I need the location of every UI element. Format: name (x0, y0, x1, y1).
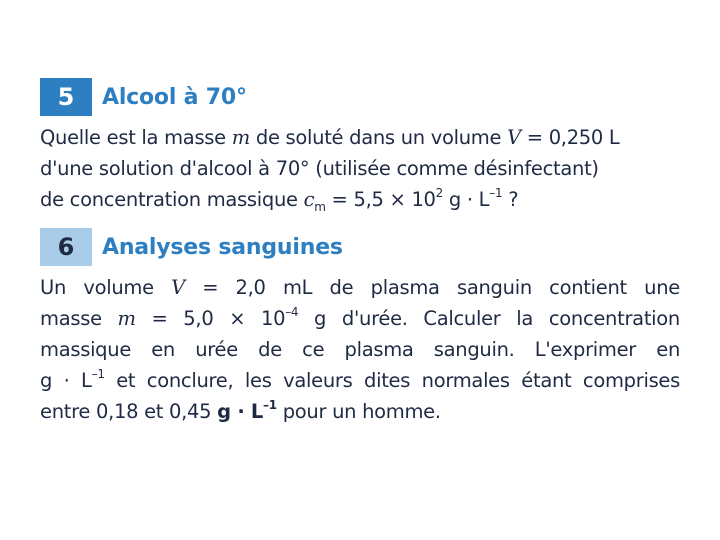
exercise-number: 6 (40, 228, 92, 266)
exercise-text (40, 272, 680, 427)
text-line: d'une solution d'alcool à 70° (utilisée comme désinfectant) (40, 157, 599, 180)
exercise-header (40, 228, 680, 266)
text-line (40, 303, 680, 334)
text-span: Un volume (40, 276, 172, 299)
exercise-6 (40, 228, 680, 427)
exercise-number: 5 (40, 78, 92, 116)
math-variable: V (507, 126, 521, 149)
math-variable: m (117, 307, 136, 330)
text-line (40, 272, 680, 303)
math-variable: m (231, 126, 250, 149)
text-span: pour un homme. (276, 400, 441, 423)
text-span: ? (502, 188, 519, 211)
text-span: = 5,0 × 10 (135, 307, 286, 330)
text-span: g d'urée. Calculer la concentration (298, 307, 680, 330)
exercise-5 (40, 78, 680, 215)
text-span: = 2,0 mL de plasma sanguin contient une (184, 276, 680, 299)
text-span: entre 0,18 et 0,45 (40, 400, 218, 423)
exercise-text (40, 122, 680, 215)
text-span: de concentration massique (40, 188, 304, 211)
text-line (40, 396, 680, 427)
exercise-title: Alcool à 70° (102, 84, 247, 110)
text-span: Quelle est la masse (40, 126, 232, 149)
unit-text: g · L (217, 400, 264, 423)
text-line (40, 184, 680, 215)
exponent: –1 (263, 398, 277, 412)
text-span: masse (40, 307, 118, 330)
text-span: = 0,250 L (520, 126, 620, 149)
text-line (40, 365, 680, 396)
exercise-title: Analyses sanguines (102, 234, 343, 260)
text-span: g · L (40, 369, 92, 392)
text-line: massique en urée de ce plasma sanguin. L'exprimer en (40, 338, 680, 361)
math-variable: V (171, 276, 185, 299)
exponent: –4 (285, 305, 299, 319)
exponent: –1 (91, 367, 105, 381)
exponent: 2 (435, 186, 443, 200)
text-span: et conclure, les valeurs dites normales étant comprises (104, 369, 680, 392)
text-span: = 5,5 × 10 (325, 188, 436, 211)
math-variable: c (303, 188, 315, 211)
exponent: –1 (489, 186, 503, 200)
text-span: g · L (443, 188, 490, 211)
exercise-header (40, 78, 680, 116)
text-line (40, 122, 680, 153)
subscript: m (314, 200, 326, 214)
text-span: de soluté dans un volume (249, 126, 508, 149)
